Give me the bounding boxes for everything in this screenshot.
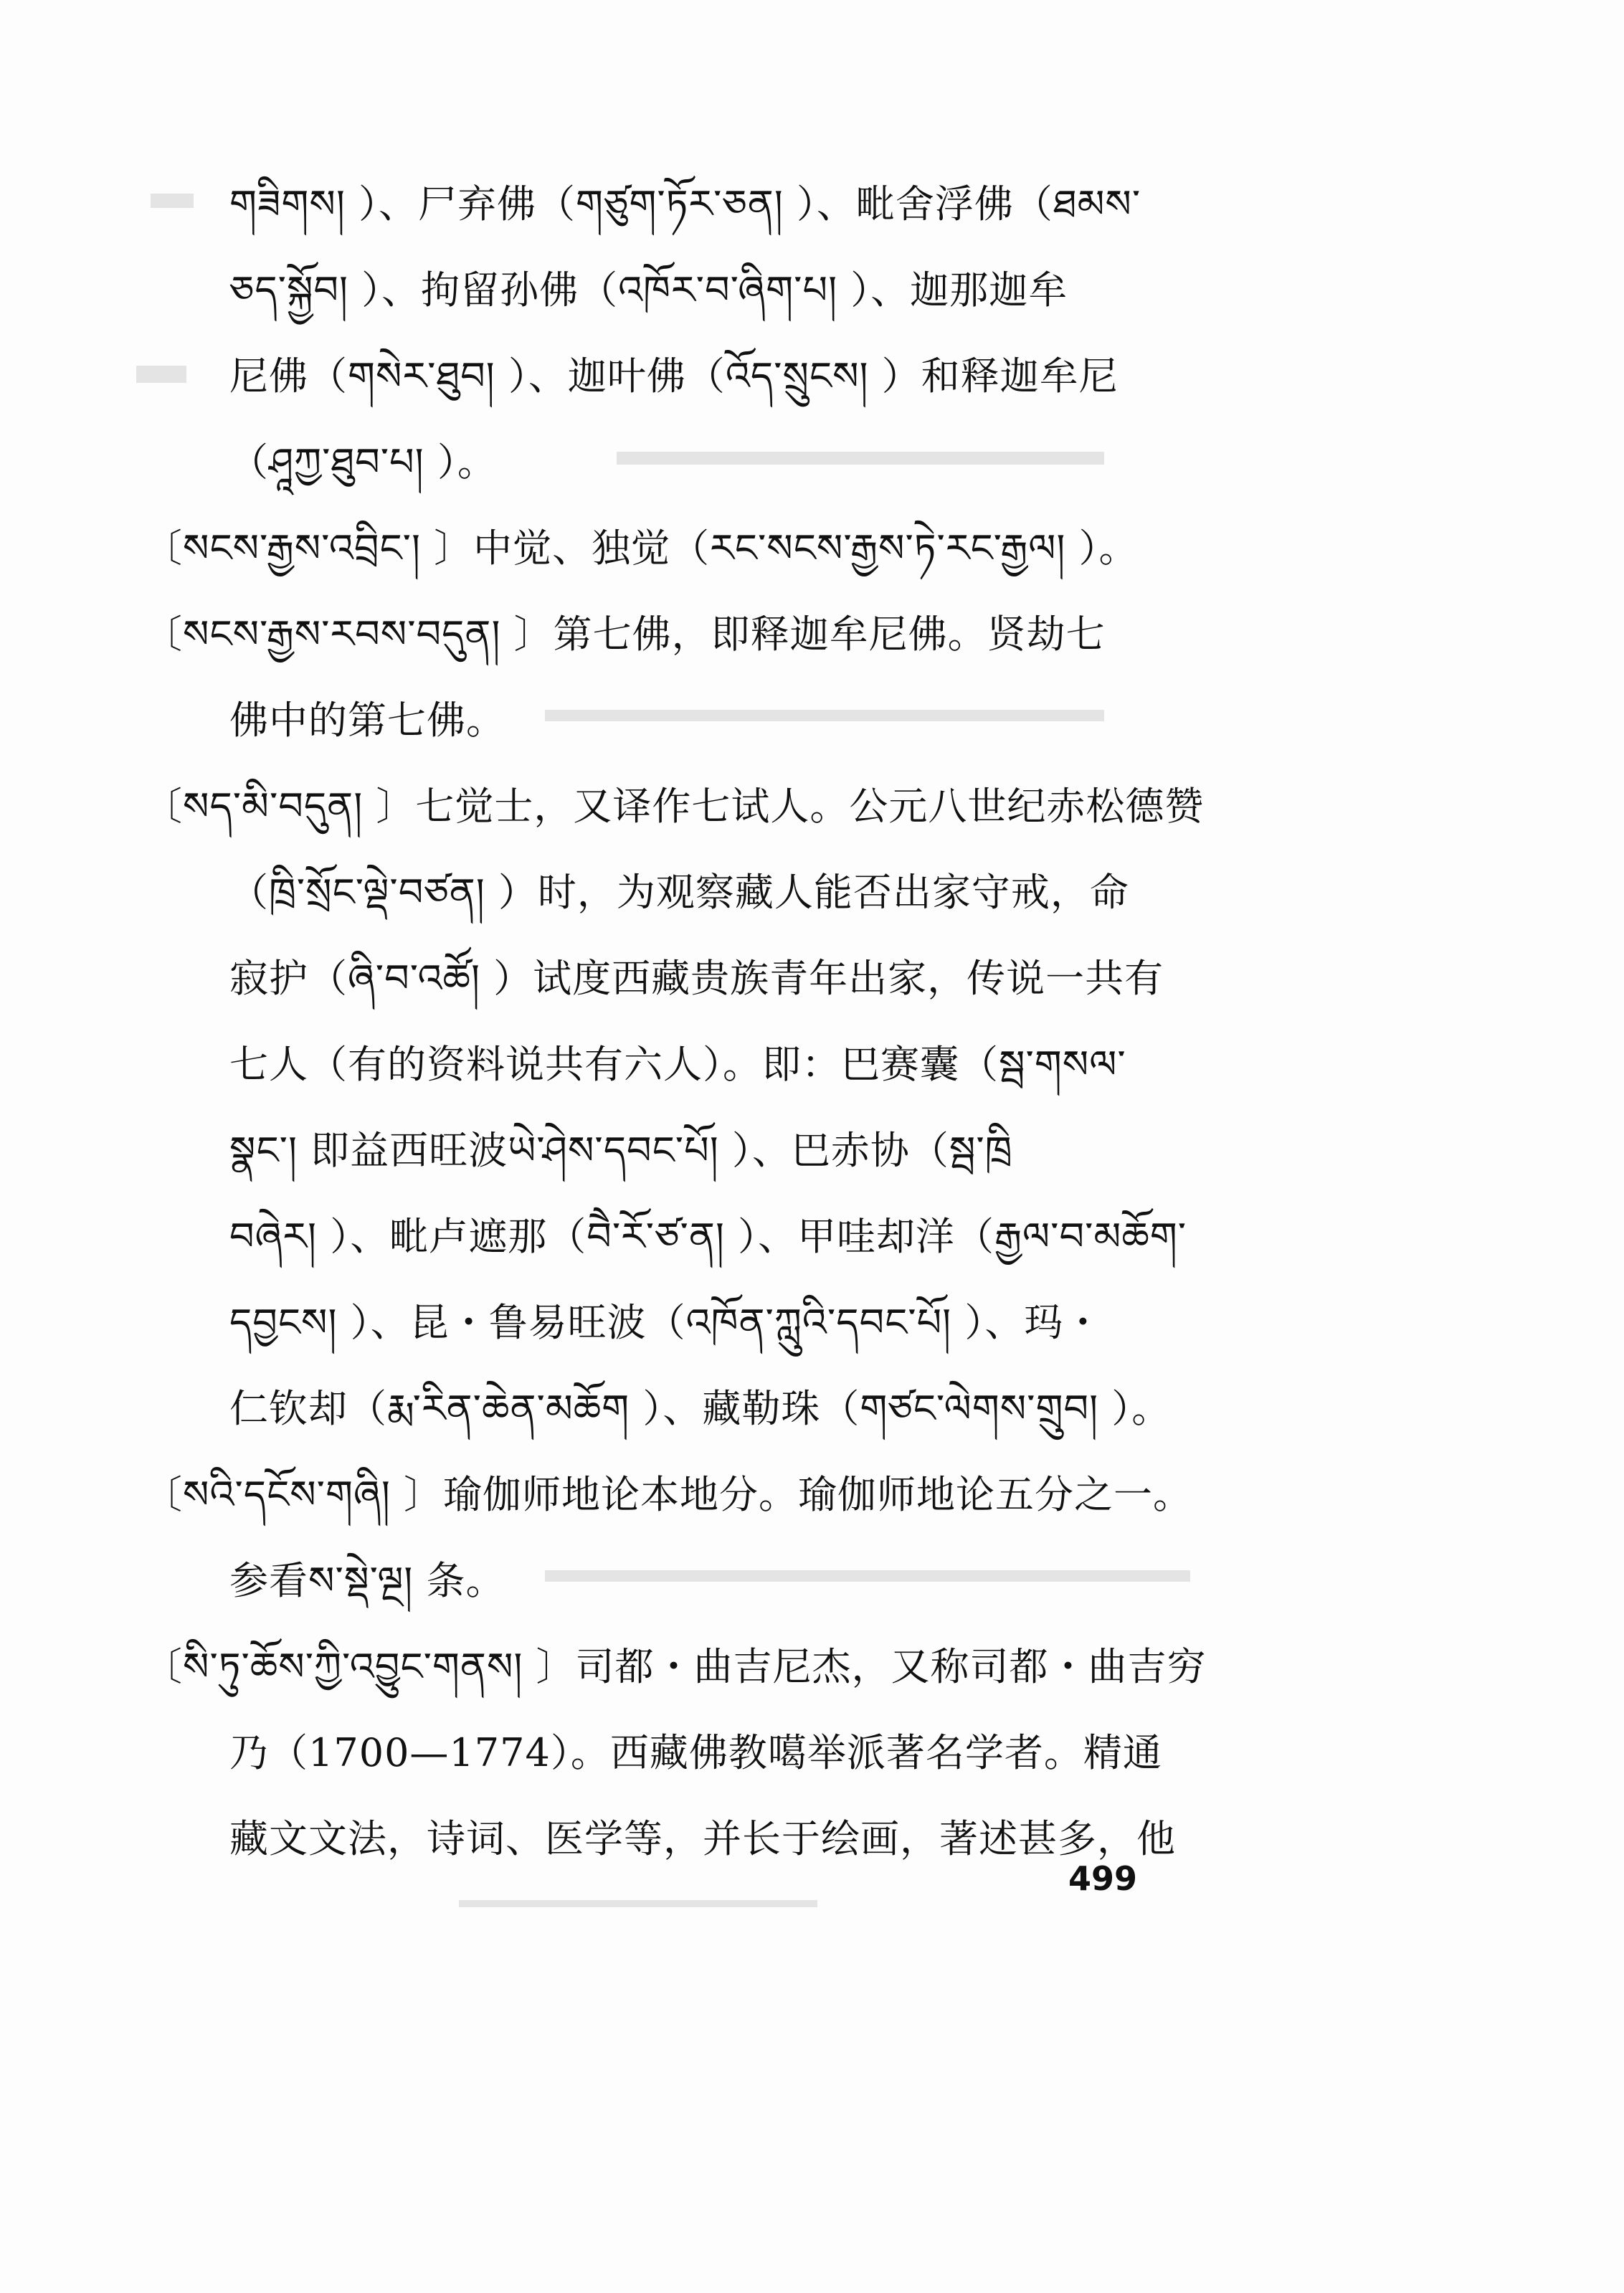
- text-line: 尼佛（གསེར་ཐུབ། ）、迦叶佛（འོད་སྲུངས། ）和释迦牟尼: [229, 353, 1119, 399]
- text-line: （ཤཱཀྱ་ཐུབ་པ། ）。: [229, 440, 497, 485]
- entry-headword-line: 〔སངས་རྒྱས་འབྲིང་། 〕中觉、独觉（རང་སངས་རྒྱས་ཏེ་རང་རྒྱལ། ）。: [143, 526, 1139, 571]
- page-number: 499: [1068, 1859, 1138, 1898]
- scan-artifact: [545, 710, 1104, 721]
- scan-artifact: [459, 1900, 817, 1907]
- text-line: གཟིགས། ）、尸弃佛（གཙུག་ཏོར་ཅན། ）、毗舍浮佛（ཐམས་: [229, 181, 1141, 227]
- scan-artifact: [617, 452, 1104, 465]
- entry-headword-line: 〔སི་ཏུ་ཆོས་ཀྱི་འབྱུང་གནས། 〕司都・曲吉尼杰，又称司都・曲吉穷: [143, 1644, 1207, 1689]
- scan-artifact: [136, 366, 186, 383]
- scan-artifact: [545, 1570, 1190, 1582]
- entry-headword-line: 〔སངས་རྒྱས་རབས་བདུན། 〕第七佛，即释迦牟尼佛。贤劫七: [143, 612, 1106, 657]
- text-line: 寂护（ཞི་བ་འཚོ། ）试度西藏贵族青年出家，传说一共有: [229, 956, 1164, 1001]
- text-line: དབྱངས། ）、昆・鲁易旺波（འཁོན་ཀླུའི་དབང་པོ། ）、玛・: [229, 1300, 1103, 1345]
- text-line: 乃（1700—1774）。西藏佛教噶举派著名学者。精通: [229, 1730, 1162, 1775]
- text-line: 七人（有的资料说共有六人）。即：巴赛囊（སྦ་གསལ་: [229, 1042, 1126, 1087]
- text-line: （ཁྲི་སྲོང་ལྡེ་བཙན། ）时，为观察藏人能否出家守戒，命: [229, 870, 1129, 915]
- text-line: 佛中的第七佛。: [229, 698, 505, 743]
- text-line: 参看ས་སྡེ་ལྔ། 条。: [229, 1558, 505, 1603]
- text-line: སྣང་། 即益西旺波ཡེ་ཤེས་དབང་པོ། ）、巴赤协（སྦ་ཁྲི: [229, 1128, 1013, 1173]
- entry-headword-line: 〔སད་མི་བདུན། 〕七觉士，又译作七试人。公元八世纪赤松德赞: [143, 784, 1205, 829]
- scan-artifact: [151, 194, 194, 208]
- text-line: 仁钦却（རྨ་རིན་ཆེན་མཆོག ）、藏勒珠（གཙང་ལེགས་གྲུབ། ）。: [229, 1386, 1172, 1431]
- text-line: བཞེར། ）、毗卢遮那（བཻ་རོ་ཙ་ན། ）、甲哇却洋（རྒྱལ་བ་མཆོག་: [229, 1214, 1187, 1259]
- text-line: ཅད་སྐྱོབ། ）、拘留孙佛（འཁོར་བ་ཞིག་པ། ）、迦那迦牟: [229, 267, 1068, 313]
- entry-headword-line: 〔སའི་དངོས་གཞི། 〕瑜伽师地论本地分。瑜伽师地论五分之一。: [143, 1472, 1192, 1517]
- text-line: 藏文文法，诗词、医学等，并长于绘画，著述甚多，他: [229, 1816, 1176, 1861]
